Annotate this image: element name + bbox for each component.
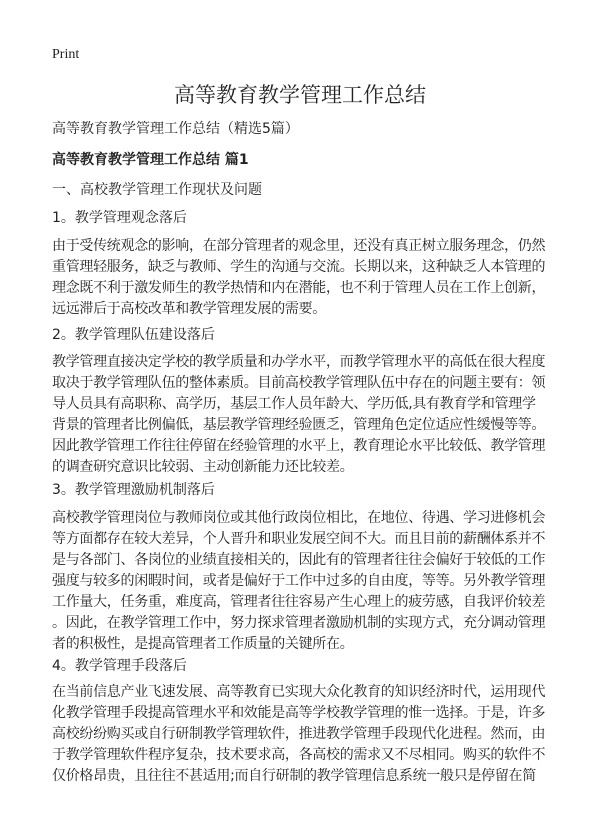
paragraph [52, 682, 545, 787]
paragraph-line: 工作量大，任务重，难度高，管理者往往容易产生心理上的疲劳感，自我评价较差 [52, 594, 546, 610]
print-link[interactable]: Print [52, 47, 80, 62]
paragraph-line: 是与各部门、各岗位的业绩直接相关的，因此有的管理者往往会偏好于较低的工作 [52, 552, 546, 568]
paragraph-line: 。因此，在教学管理工作中，努力探求管理者激励机制的实现方式，充分调动管理 [52, 615, 546, 631]
paragraph-line: 背景的管理者比例偏低，基层教学管理经验匮乏，管理角色定位适应性缓慢等等。 [52, 417, 546, 433]
subtitle: 高等教育教学管理工作总结（精选5篇） [52, 121, 299, 137]
paragraph-line: 导人员具有高职称、高学历，基层工作人员年龄大、学历低,具有教育学和管理学 [52, 396, 536, 412]
paragraph [52, 352, 545, 478]
paragraph-line: 由于受传统观念的影响，在部分管理者的观念里，还没有真正树立服务理念，仍然 [52, 238, 546, 254]
article-heading: 高等教育教学管理工作总结 篇1 [52, 152, 249, 168]
item-heading: 1。教学管理观念落后 [52, 210, 187, 226]
paragraph-line: 高校教学管理岗位与教师岗位或其他行政岗位相比，在地位、待遇、学习进修机会 [52, 510, 546, 526]
paragraph-line: 教学管理直接决定学校的教学质量和办学水平，而教学管理水平的高低在很大程度 [52, 354, 546, 370]
paragraph-line: 高校纷纷购买或自行研制教学管理软件，推进教学管理手段现代化进程。然而，由 [52, 726, 546, 742]
item-heading: 4。教学管理手段落后 [52, 658, 187, 674]
paragraph-line: 强度与较多的闲暇时间，或者是偏好于工作中过多的自由度，等等。另外教学管理 [52, 573, 546, 589]
paragraph-line: 的调查研究意识比较弱、主动创新能力还比较差。 [52, 459, 354, 475]
paragraph-line: 于教学管理软件程序复杂，技术要求高，各高校的需求又不尽相同。购买的软件不 [52, 747, 546, 763]
paragraph-line: 化教学管理手段提高管理水平和效能是高等学校教学管理的惟一选择。于是，许多 [52, 705, 546, 721]
paragraph-line: 取决于教学管理队伍的整体素质。目前高校教学管理队伍中存在的问题主要有：领 [52, 375, 546, 391]
paragraph-line: 远远滞后于高校改革和教学管理发展的需要。 [52, 301, 326, 317]
section-heading: 一、高校教学管理工作现状及问题 [52, 182, 262, 198]
paragraph [52, 508, 545, 655]
paragraph-line: 因此教学管理工作往往停留在经验管理的水平上，教育理论水平比较低、教学管理 [52, 438, 546, 454]
paragraph-line: 在当前信息产业飞速发展、高等教育已实现大众化教育的知识经济时代，运用现代 [52, 684, 546, 700]
paragraph [52, 236, 545, 320]
item-heading: 3。教学管理激励机制落后 [52, 482, 215, 498]
paragraph-line: 仅价格昂贵，且往往不甚适用;而自行研制的教学管理信息系统一般只是停留在简 [52, 768, 536, 784]
item-heading: 2。教学管理队伍建设落后 [52, 327, 215, 343]
document-title: 高等教育教学管理工作总结 [174, 83, 426, 107]
paragraph-line: 理念既不利于激发师生的教学热情和内在潜能，也不利于管理人员在工作上创新， [52, 280, 546, 296]
paragraph-line: 等方面都存在较大差异，个人晋升和职业发展空间不大。而且目前的薪酬体系并不 [52, 531, 546, 547]
paragraph-line: 重管理轻服务，缺乏与教师、学生的沟通与交流。长期以来，这种缺乏人本管理的 [52, 259, 546, 275]
paragraph-line: 者的积极性，是提高管理者工作质量的关键所在。 [52, 636, 354, 652]
